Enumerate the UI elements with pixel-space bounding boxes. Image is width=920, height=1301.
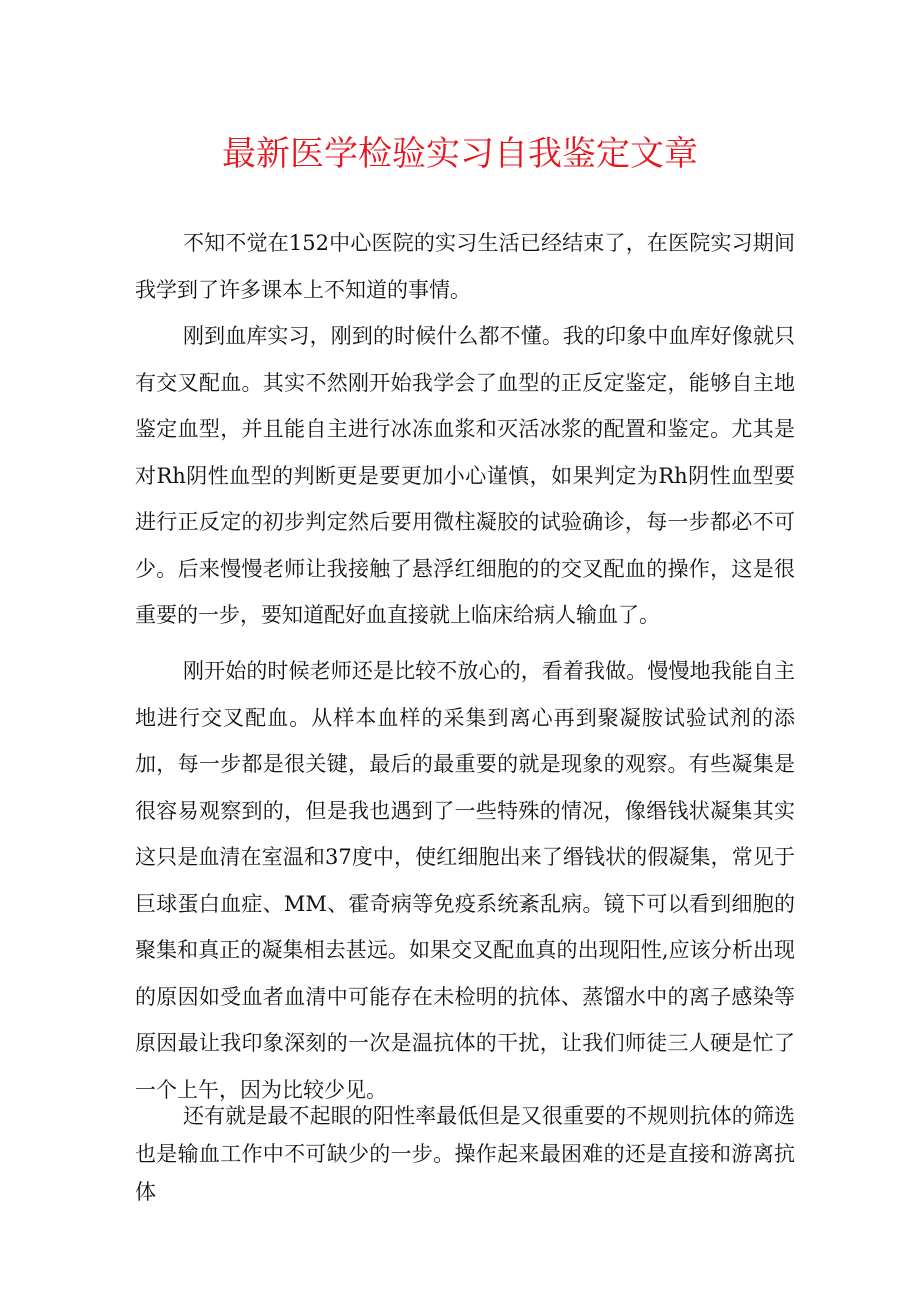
paragraph-1: 不知不觉在152中心医院的实习生活已经结束了，在医院实习期间我学到了许多课本上不知道的事情。: [135, 231, 795, 302]
paragraph-2: 刚到血库实习，刚到的时候什么都不懂。我的印象中血库好像就只有交叉配血。其实不然刚开始我学会了血型的正反定鉴定，能够自主地鉴定血型，并且能自主进行冰冻血浆和灭活冰浆的配置和鉴定。尤其是对Rh阴性血型的判断更是要更加小心谨慎，如果判定为Rh阴性血型要进行正反定的初步判定然后要用微柱凝胶的试验确诊，每一步都必不可少。后来慢慢老师让我接触了悬浮红细胞的的交叉配血的操作，这是很重要的一步，要知道配好血直接就上临床给病人输血了。: [135, 324, 795, 627]
paragraph-3: 刚开始的时候老师还是比较不放心的，看着我做。慢慢地我能自主地进行交叉配血。从样本血样的采集到离心再到聚凝胺试验试剂的添加，每一步都是很关键，最后的最重要的就是现象的观察。有些凝集是很容易观察到的，但是我也遇到了一些特殊的情况，像缗钱状凝集其实这只是血清在室温和37度中，使红细胞出来了缗钱状的假凝集，常见于巨球蛋白血症、MM、霍奇病等免疫系统紊乱病。镜下可以看到细胞的聚集和真正的凝集相去甚远。如果交叉配血真的出现阳性,应该分析出现的原因如受血者血清中可能存在未检明的抗体、蒸馏水中的离子感染等原因最让我印象深刻的一次是温抗体的干扰，让我们师徒三人硬是忙了一个上午，因为比较少见。: [135, 659, 795, 1102]
paragraph-4: 还有就是最不起眼的阳性率最低但是又很重要的不规则抗体的筛选也是输血工作中不可缺少的一步。操作起来最困难的还是直接和游离抗体: [135, 1104, 795, 1204]
document-title: 最新医学检验实习自我鉴定文章: [222, 134, 698, 174]
